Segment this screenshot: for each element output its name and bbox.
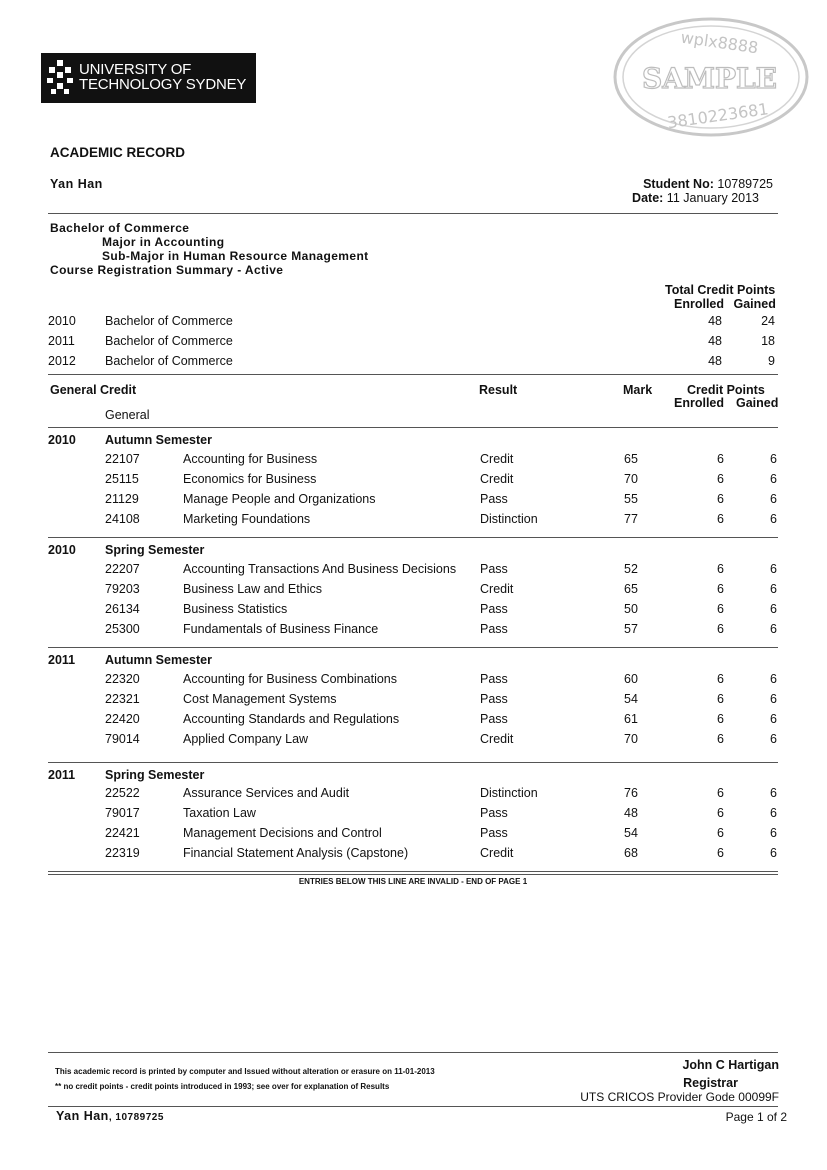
subject-result: Pass (480, 672, 508, 686)
major-name: Major in Accounting (102, 235, 225, 249)
subject-enrolled: 6 (717, 472, 724, 486)
summary-year: 2012 (48, 354, 76, 368)
subject-result: Pass (480, 562, 508, 576)
semester-year: 2010 (48, 543, 76, 557)
divider (48, 1052, 778, 1053)
subject-mark: 60 (624, 672, 638, 686)
semester-title: Spring Semester (105, 768, 205, 782)
semester-title: Spring Semester (105, 543, 205, 557)
provider-code: UTS CRICOS Provider Gode 00099F (580, 1090, 779, 1104)
subject-result: Pass (480, 692, 508, 706)
subject-enrolled: 6 (717, 582, 724, 596)
subject-result: Pass (480, 826, 508, 840)
degree-name: Bachelor of Commerce (50, 221, 190, 235)
subject-enrolled: 6 (717, 786, 724, 800)
subject-enrolled: 6 (717, 602, 724, 616)
subject-code: 21129 (105, 492, 139, 506)
subject-code: 22319 (105, 846, 140, 860)
subject-code: 26134 (105, 602, 140, 616)
subject-gained: 6 (770, 452, 777, 466)
subject-name: Business Statistics (183, 602, 288, 616)
subject-gained: 6 (770, 492, 777, 506)
divider (48, 874, 778, 875)
subject-result: Pass (480, 492, 508, 506)
summary-course-name: Bachelor of Commerce (105, 354, 233, 368)
sample-stamp (612, 16, 810, 138)
divider (48, 647, 778, 648)
subject-name: Fundamentals of Business Finance (183, 622, 379, 636)
subject-mark: 55 (624, 492, 638, 506)
subject-name: Economics for Business (183, 472, 317, 486)
subject-code: 22320 (105, 672, 140, 686)
student-no: Student No: 10789725 (643, 177, 773, 191)
summary-enrolled: 48 (708, 334, 722, 348)
subject-enrolled: 6 (717, 732, 724, 746)
subject-mark: 65 (624, 582, 638, 596)
subject-gained: 6 (770, 562, 777, 576)
subject-code: 79017 (105, 806, 140, 820)
subject-result: Pass (480, 622, 508, 636)
signatory-name: John C Hartigan (682, 1058, 779, 1072)
credit-points-header: Credit Points (687, 383, 765, 397)
subject-name: Accounting for Business Combinations (183, 672, 398, 686)
subject-code: 22420 (105, 712, 140, 726)
subject-code: 24108 (105, 512, 140, 526)
divider (48, 537, 778, 538)
summary-course-name: Bachelor of Commerce (105, 334, 233, 348)
subject-enrolled: 6 (717, 562, 724, 576)
subject-mark: 54 (624, 692, 638, 706)
subject-mark: 65 (624, 452, 638, 466)
summary-year: 2010 (48, 314, 76, 328)
subject-name: Financial Statement Analysis (Capstone) (183, 846, 409, 860)
subject-result: Credit (480, 846, 514, 860)
course-block (50, 221, 369, 277)
subject-gained: 6 (770, 602, 777, 616)
subject-result: Credit (480, 472, 514, 486)
subject-name: Taxation Law (183, 806, 256, 820)
summary-course-name: Bachelor of Commerce (105, 314, 233, 328)
sub-major-name: Sub-Major in Human Resource Management (102, 249, 369, 263)
subject-gained: 6 (770, 786, 777, 800)
semester-year: 2011 (48, 768, 76, 782)
subject-enrolled: 6 (717, 512, 724, 526)
subject-name: Marketing Foundations (183, 512, 311, 526)
subject-enrolled: 6 (717, 452, 724, 466)
subject-result: Distinction (480, 512, 538, 526)
subject-result: Distinction (480, 786, 538, 800)
subject-gained: 6 (770, 806, 777, 820)
university-name: UNIVERSITY OF TECHNOLOGY SYDNEY (79, 61, 247, 93)
document-title: ACADEMIC RECORD (50, 145, 185, 160)
gained-header: Gained (736, 396, 779, 410)
subject-code: 22321 (105, 692, 140, 706)
subject-enrolled: 6 (717, 622, 724, 636)
subject-gained: 6 (770, 692, 777, 706)
subject-code: 25115 (105, 472, 139, 486)
footer-note-1: This academic record is printed by computer and Issued without alteration or erasure on 11-01-2013 (55, 1067, 435, 1076)
subject-name: Assurance Services and Audit (183, 786, 350, 800)
subject-result: Credit (480, 582, 514, 596)
footer-note-2: ** no credit points - credit points introduced in 1993; see over for explanation of Results (55, 1082, 390, 1091)
semester-title: Autumn Semester (105, 653, 212, 667)
semester-year: 2011 (48, 653, 76, 667)
semester-title: Autumn Semester (105, 433, 212, 447)
summary-gained: 9 (768, 354, 775, 368)
subject-mark: 57 (624, 622, 638, 636)
subject-enrolled: 6 (717, 672, 724, 686)
subject-code: 79203 (105, 582, 140, 596)
subject-result: Credit (480, 732, 514, 746)
summary-enrolled: 48 (708, 314, 722, 328)
subject-gained: 6 (770, 712, 777, 726)
divider (48, 427, 778, 428)
divider (48, 1106, 778, 1107)
mark-header: Mark (623, 383, 653, 397)
subject-name: Business Law and Ethics (183, 582, 322, 596)
subject-gained: 6 (770, 846, 777, 860)
subject-gained: 6 (770, 672, 777, 686)
subject-gained: 6 (770, 622, 777, 636)
subject-enrolled: 6 (717, 846, 724, 860)
semester-year: 2010 (48, 433, 76, 447)
subject-enrolled: 6 (717, 692, 724, 706)
enrolled-header: Enrolled (674, 396, 725, 410)
summary-col-headers: Total Credit Points Enrolled Gained (665, 283, 776, 311)
subject-code: 22421 (105, 826, 140, 840)
footer-student: Yan Han, 10789725 (56, 1109, 164, 1123)
subject-enrolled: 6 (717, 492, 724, 506)
general-label: General (105, 408, 150, 422)
divider (48, 762, 778, 763)
svg-text:3810223681: 3810223681 (666, 99, 770, 133)
subject-gained: 6 (770, 512, 777, 526)
subject-mark: 52 (624, 562, 638, 576)
subject-result: Pass (480, 806, 508, 820)
subject-enrolled: 6 (717, 826, 724, 840)
subject-name: Cost Management Systems (183, 692, 337, 706)
subject-name: Applied Company Law (183, 732, 309, 746)
subject-code: 22522 (105, 786, 140, 800)
subject-mark: 54 (624, 826, 638, 840)
subject-mark: 76 (624, 786, 638, 800)
subject-mark: 70 (624, 472, 638, 486)
student-name: Yan Han (50, 177, 103, 191)
subject-mark: 70 (624, 732, 638, 746)
subject-enrolled: 6 (717, 806, 724, 820)
subject-code: 22107 (105, 452, 140, 466)
subject-gained: 6 (770, 732, 777, 746)
uts-crest-icon (45, 58, 75, 98)
divider (48, 871, 778, 872)
subject-result: Pass (480, 712, 508, 726)
subject-result: Pass (480, 602, 508, 616)
summary-gained: 24 (761, 314, 775, 328)
page-number: Page 1 of 2 (725, 1110, 787, 1124)
summary-gained: 18 (761, 334, 775, 348)
svg-text:wplx8888: wplx8888 (679, 27, 760, 58)
signatory-title: Registrar (683, 1076, 738, 1090)
subject-mark: 50 (624, 602, 638, 616)
subject-name: Management Decisions and Control (183, 826, 382, 840)
summary-year: 2011 (48, 334, 75, 348)
subject-name: Accounting Transactions And Business Decisions (183, 562, 457, 576)
subject-mark: 61 (624, 712, 638, 726)
university-logo (41, 53, 256, 103)
subject-mark: 77 (624, 512, 638, 526)
subject-code: 25300 (105, 622, 140, 636)
subject-code: 22207 (105, 562, 140, 576)
subject-code: 79014 (105, 732, 140, 746)
result-header: Result (479, 383, 518, 397)
summary-title: Course Registration Summary - Active (50, 263, 284, 277)
subject-enrolled: 6 (717, 712, 724, 726)
record-date: Date: 11 January 2013 (632, 191, 759, 205)
subject-name: Accounting for Business (183, 452, 318, 466)
subject-gained: 6 (770, 582, 777, 596)
subject-gained: 6 (770, 472, 777, 486)
subject-result: Credit (480, 452, 514, 466)
end-of-page-notice: ENTRIES BELOW THIS LINE ARE INVALID - END OF PAGE 1 (298, 877, 528, 886)
general-credit-header: General Credit (50, 383, 137, 397)
subject-mark: 68 (624, 846, 638, 860)
divider (48, 374, 778, 375)
summary-enrolled: 48 (708, 354, 722, 368)
subject-name: Manage People and Organizations (183, 492, 376, 506)
subject-mark: 48 (624, 806, 638, 820)
subject-name: Accounting Standards and Regulations (183, 712, 400, 726)
divider (48, 213, 778, 214)
svg-text:SAMPLE: SAMPLE (642, 62, 778, 95)
subject-gained: 6 (770, 826, 777, 840)
